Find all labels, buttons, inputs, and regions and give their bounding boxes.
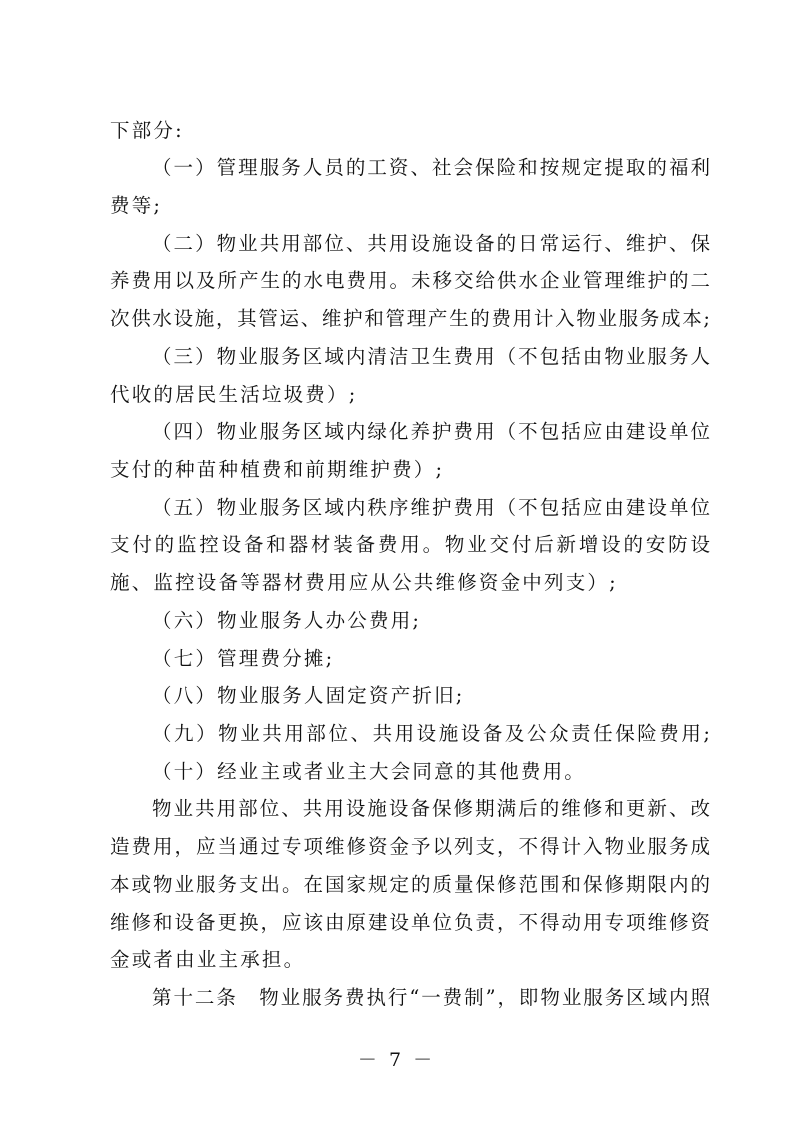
text-line: （一）管理服务人员的工资、社会保险和按规定提取的福利 bbox=[152, 156, 710, 179]
text-line: 金或者由业主承担。 bbox=[110, 948, 306, 971]
text-line: 费等; bbox=[110, 194, 163, 217]
text-line: （三）物业服务区域内清洁卫生费用（不包括由物业服务人 bbox=[152, 345, 710, 368]
text-line: （五）物业服务区域内秩序维护费用（不包括应由建设单位 bbox=[152, 496, 710, 519]
page-number: － 7 － bbox=[357, 1049, 436, 1071]
text-line: 次供水设施，其管运、维护和管理产生的费用计入物业服务成本; bbox=[110, 307, 710, 330]
text-line: 造费用，应当通过专项维修资金予以列支，不得计入物业服务成 bbox=[110, 835, 710, 858]
text-line: （四）物业服务区域内绿化养护费用（不包括应由建设单位 bbox=[152, 420, 710, 443]
text-line: 支付的种苗种植费和前期维护费）; bbox=[110, 458, 445, 481]
text-line: （九）物业共用部位、共用设施设备及公众责任保险费用; bbox=[152, 722, 710, 745]
text-line: 支付的监控设备和器材装备费用。物业交付后新增设的安防设 bbox=[110, 533, 710, 556]
text-line: 第十二条 物业服务费执行“一费制”，即物业服务区域内照 bbox=[152, 986, 710, 1009]
text-line: （十）经业主或者业主大会同意的其他费用。 bbox=[152, 760, 587, 783]
text-line: 施、监控设备等器材费用应从公共维修资金中列支）; bbox=[110, 571, 618, 594]
text-line: 物业共用部位、共用设施设备保修期满后的维修和更新、改 bbox=[152, 797, 710, 820]
text-line: （六）物业服务人办公费用; bbox=[152, 609, 422, 632]
text-line: （二）物业共用部位、共用设施设备的日常运行、维护、保 bbox=[152, 232, 710, 255]
text-line: 养费用以及所产生的水电费用。未移交给供水企业管理维护的二 bbox=[110, 269, 710, 292]
text-line: 代收的居民生活垃圾费）; bbox=[110, 383, 358, 406]
text-line: （八）物业服务人固定资产折旧; bbox=[152, 684, 465, 707]
text-line: （七）管理费分摊; bbox=[152, 647, 335, 670]
text-line: 维修和设备更换，应该由原建设单位负责，不得动用专项维修资 bbox=[110, 911, 710, 934]
text-line: 本或物业服务支出。在国家规定的质量保修范围和保修期限内的 bbox=[110, 873, 710, 896]
text-line: 下部分: bbox=[110, 119, 184, 142]
